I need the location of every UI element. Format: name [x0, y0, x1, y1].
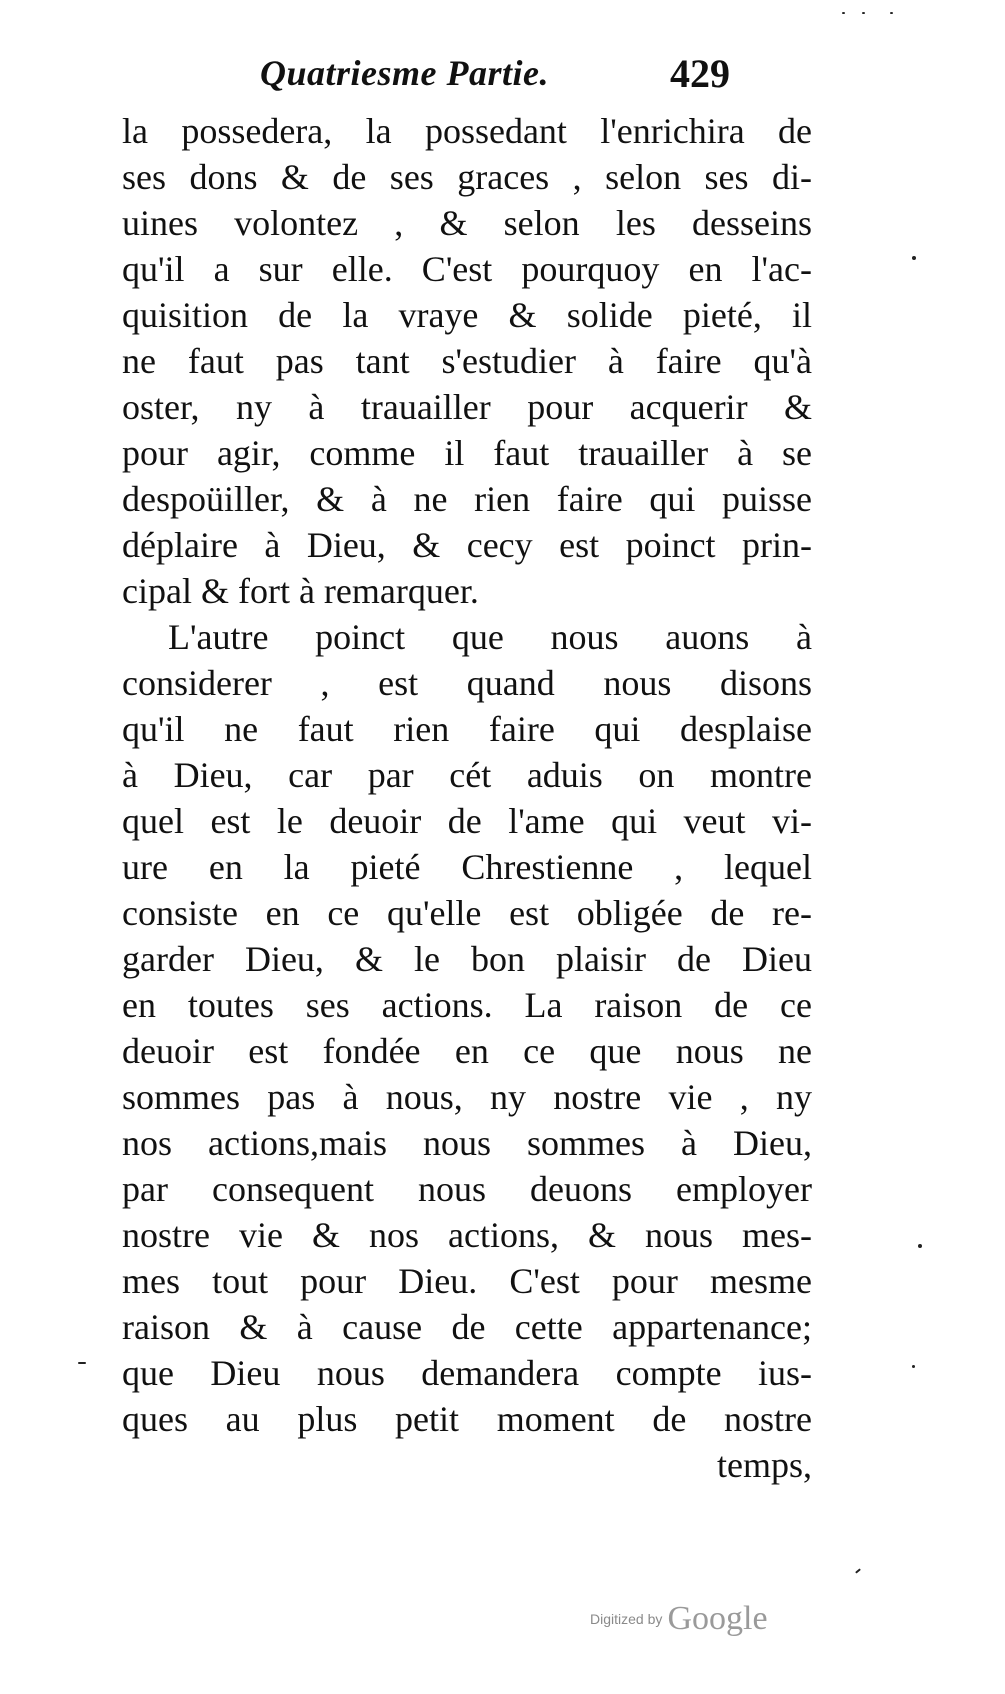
text-line: qu'il ne faut rien faire qui desplaise	[122, 709, 812, 749]
text-line: nos actions,mais nous sommes à Dieu,	[122, 1123, 812, 1163]
text-line: ne faut pas tant s'estudier à faire qu'à	[122, 341, 812, 381]
body-text	[122, 108, 812, 1488]
text-line: la possedera, la possedant l'enrichira de	[122, 111, 812, 151]
scan-speck	[78, 1362, 86, 1364]
text-line: despoüiller, & à ne rien faire qui puisse	[122, 479, 812, 519]
text-line: quisition de la vraye & solide pieté, il	[122, 295, 812, 335]
scan-speck	[912, 256, 916, 260]
text-line: sommes pas à nous, ny nostre vie , ny	[122, 1077, 812, 1117]
text-line: pour agir, comme il faut trauailler à se	[122, 433, 812, 473]
google-logo: Google	[667, 1600, 768, 1637]
text-line: à Dieu, car par cét aduis on montre	[122, 755, 812, 795]
scan-speck	[842, 12, 845, 14]
text-line: cipal & fort à remarquer.	[122, 571, 479, 611]
scan-speck	[855, 1568, 861, 1573]
text-line: mes tout pour Dieu. C'est pour mesme	[122, 1261, 812, 1301]
catchword: temps,	[717, 1445, 812, 1485]
paragraph-start-line: L'autre poinct que nous auons à	[168, 617, 812, 657]
page-number: 429	[670, 51, 730, 96]
text-line: déplaire à Dieu, & cecy est poinct prin-	[122, 525, 812, 565]
digitized-by-label: Digitized by	[590, 1611, 663, 1627]
text-line: ses dons & de ses graces , selon ses di-	[122, 157, 812, 197]
text-line: garder Dieu, & le bon plaisir de Dieu	[122, 939, 812, 979]
text-line: qu'il a sur elle. C'est pourquoy en l'ac-	[122, 249, 812, 289]
scan-speck	[918, 1244, 922, 1248]
text-line: quel est le deuoir de l'ame qui veut vi-	[122, 801, 812, 841]
text-line: par consequent nous deuons employer	[122, 1169, 812, 1209]
scan-speck	[890, 12, 893, 14]
text-line: deuoir est fondée en ce que nous ne	[122, 1031, 812, 1071]
text-line: oster, ny à trauailler pour acquerir &	[122, 387, 812, 427]
text-line: nostre vie & nos actions, & nous mes-	[122, 1215, 812, 1255]
text-line: ure en la pieté Chrestienne , lequel	[122, 847, 812, 887]
scan-speck	[862, 12, 865, 14]
scan-speck	[912, 1365, 915, 1368]
text-line: que Dieu nous demandera compte ius-	[122, 1353, 812, 1393]
text-line: considerer , est quand nous disons	[122, 663, 812, 703]
text-line: uines volontez , & selon les desseins	[122, 203, 812, 243]
text-line: en toutes ses actions. La raison de ce	[122, 985, 812, 1025]
running-head	[230, 52, 830, 102]
running-head-title: Quatriesme Partie.	[260, 53, 549, 93]
text-line: consiste en ce qu'elle est obligée de re-	[122, 893, 812, 933]
text-line: raison & à cause de cette appartenance;	[122, 1307, 812, 1347]
text-line: ques au plus petit moment de nostre	[122, 1399, 812, 1439]
digitization-footer	[590, 1600, 768, 1640]
